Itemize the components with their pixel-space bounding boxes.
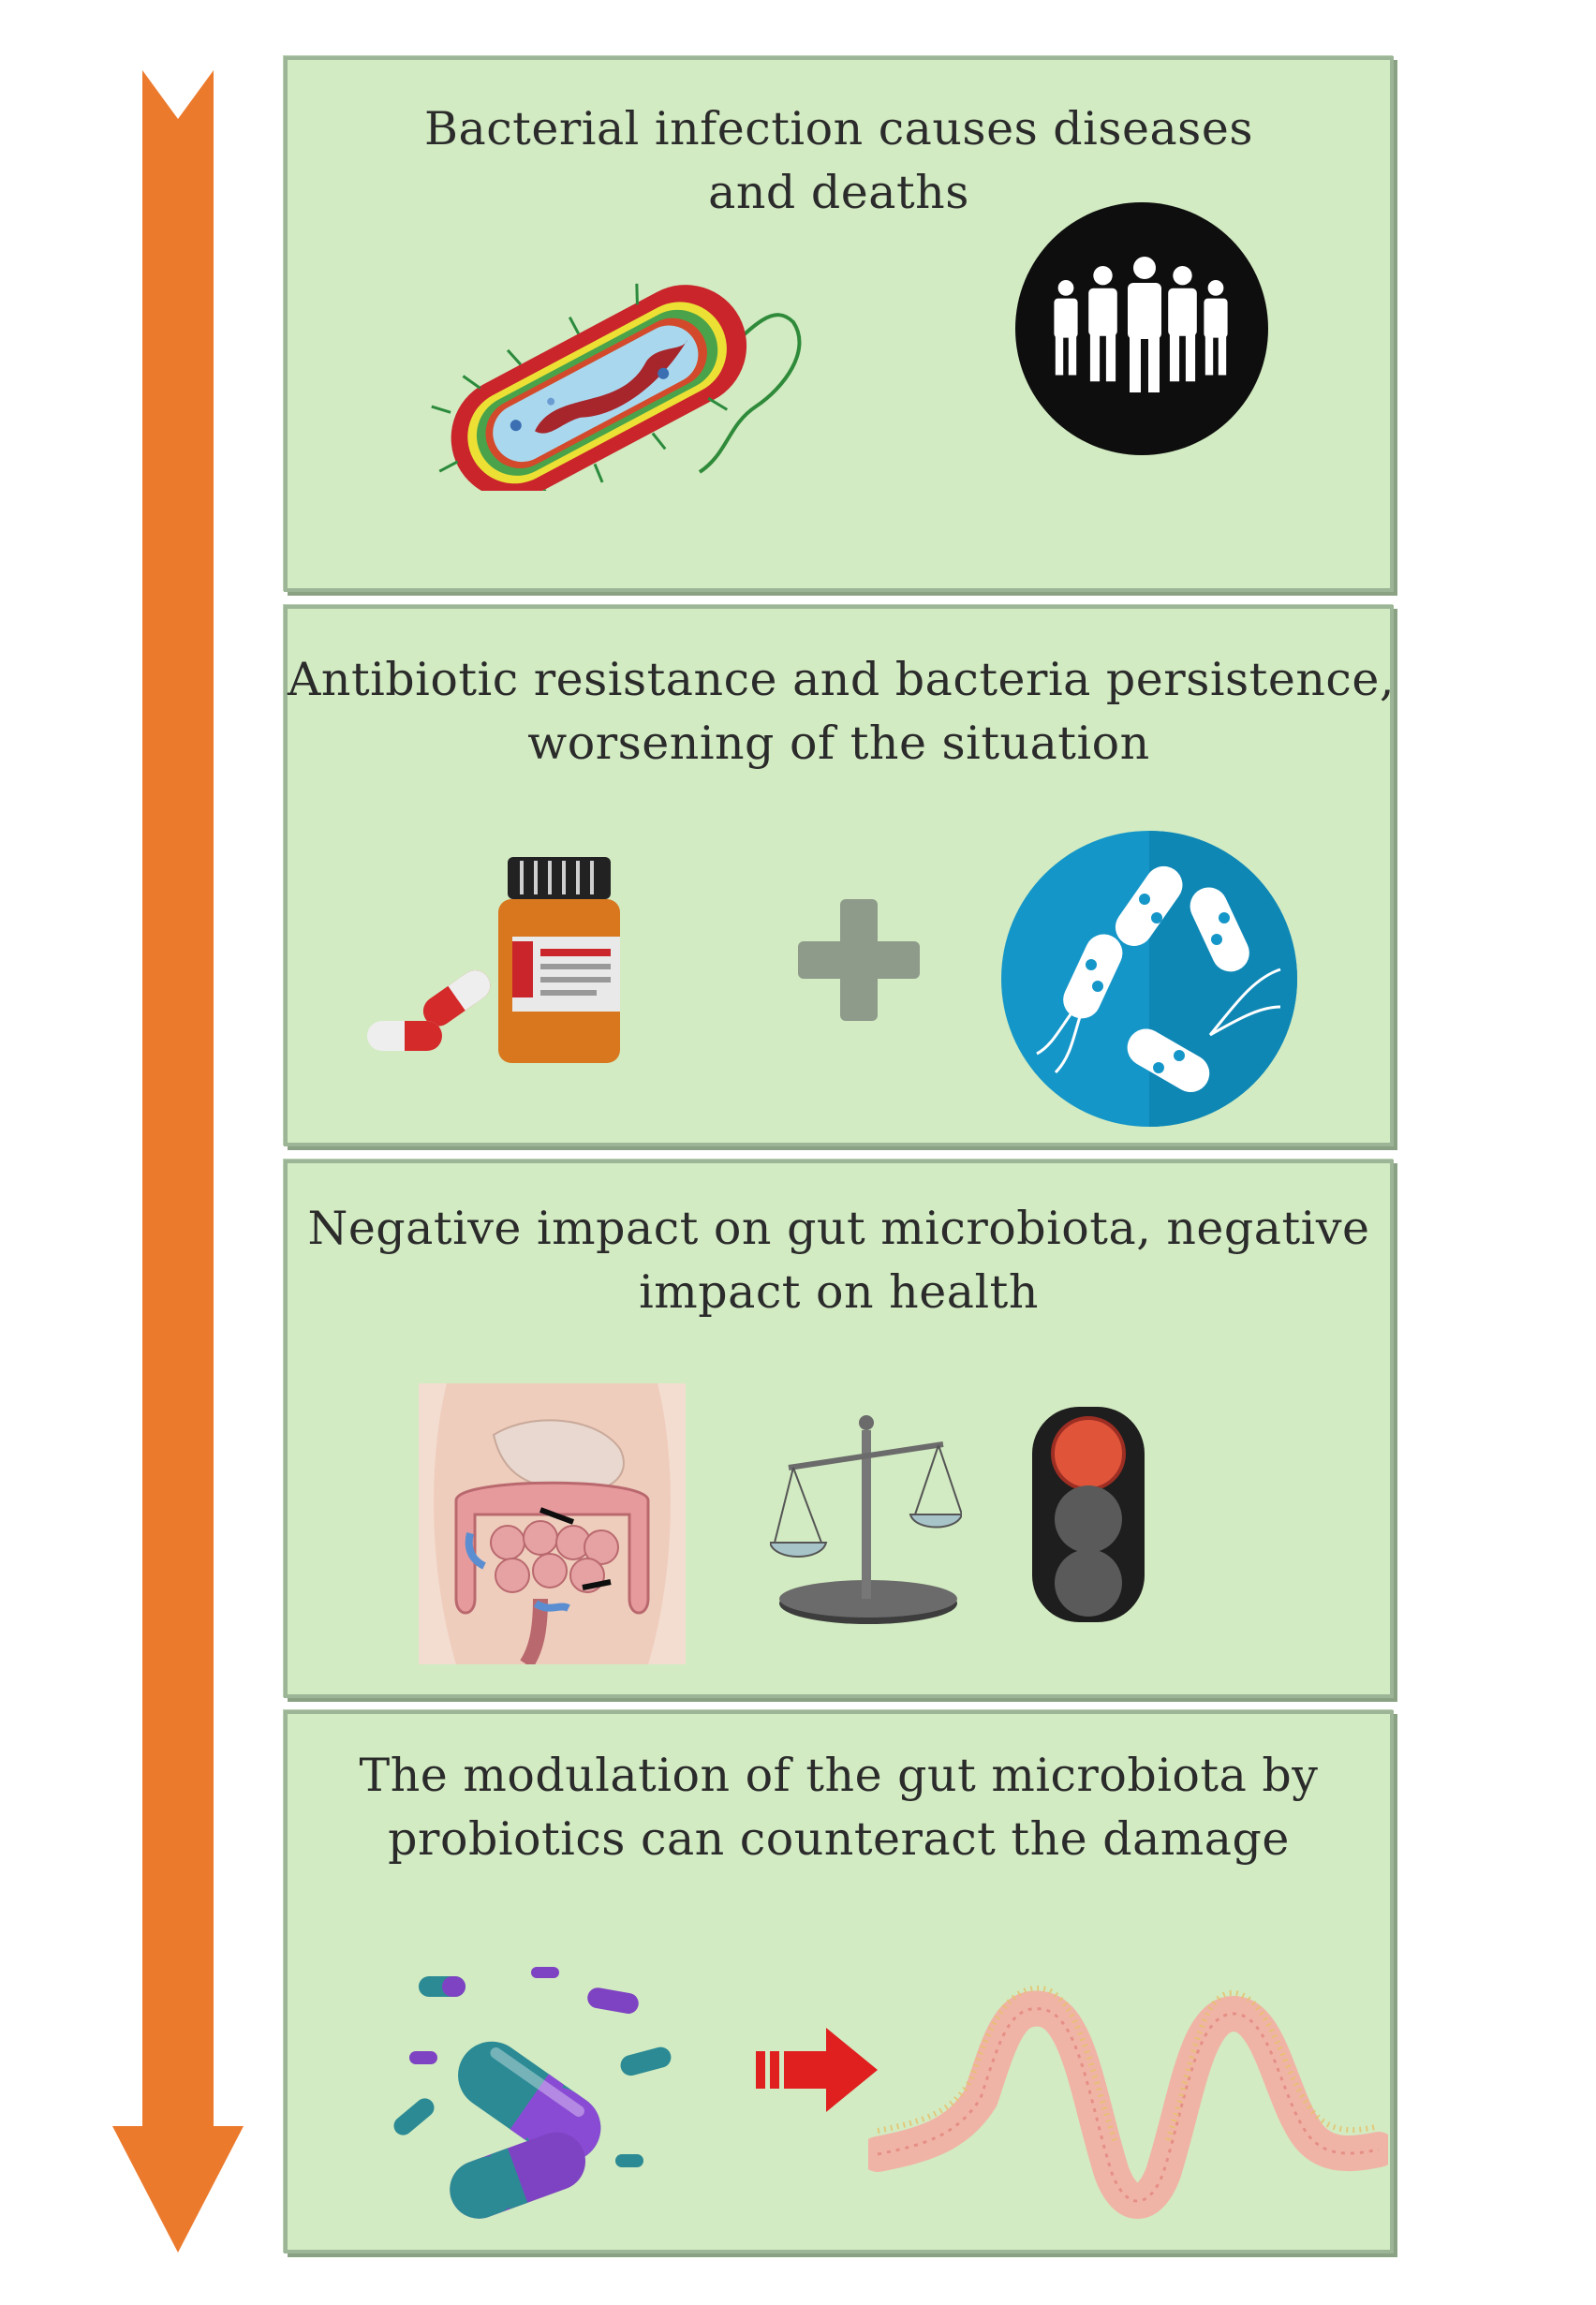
step-panel-microbiota xyxy=(284,1160,1394,1698)
step-panel-probiotics xyxy=(284,1710,1394,2253)
panel-title-line: probiotics can counteract the damage xyxy=(388,1812,1290,1866)
intestines-icon xyxy=(419,1383,686,1664)
probiotic-capsules-icon xyxy=(391,1967,690,2229)
step-panel-resistance xyxy=(284,605,1394,1146)
panel-title xyxy=(288,648,1395,776)
panel-title-line: Bacterial infection causes diseases xyxy=(424,102,1253,155)
pill-bottle-icon xyxy=(362,848,643,1063)
traffic-light-icon xyxy=(1027,1402,1149,1627)
panel-title-line: impact on health xyxy=(639,1265,1039,1319)
bacteria-icon xyxy=(999,829,1299,1129)
bacterium-cell-icon xyxy=(419,247,831,491)
panel-title-line: and deaths xyxy=(708,166,969,219)
plus-icon xyxy=(789,890,929,1030)
panel-title xyxy=(288,1744,1390,1871)
group-of-people-icon xyxy=(1013,200,1271,458)
gut-mucosa-icon xyxy=(868,1986,1388,2229)
panel-title-line: worsening of the situation xyxy=(527,717,1150,770)
panel-title-line: Antibiotic resistance and bacteria persistence, xyxy=(288,653,1395,706)
balance-scale-icon xyxy=(770,1411,962,1632)
arrow-right-icon xyxy=(756,2028,878,2112)
panel-title-line: Negative impact on gut microbiota, negative xyxy=(307,1202,1370,1255)
step-panel-infection xyxy=(284,56,1394,592)
timeline-arrow xyxy=(112,70,244,2253)
panel-title xyxy=(288,1197,1390,1324)
panel-title-line: The modulation of the gut microbiota by xyxy=(359,1749,1319,1802)
